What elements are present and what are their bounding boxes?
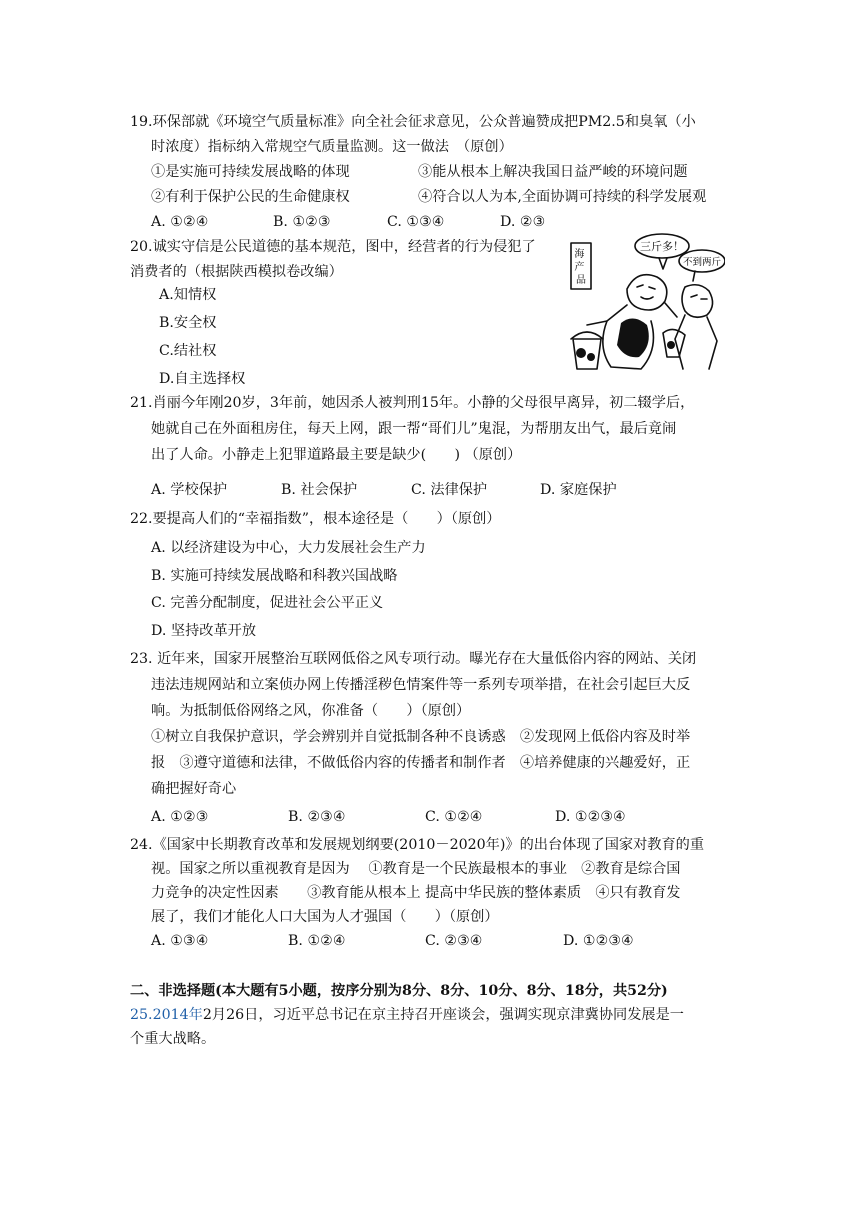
q21-option-b: B. 社会保护 — [281, 482, 358, 498]
section-2-heading: 二、非选择题(本大题有5小题，按序分别为8分、8分、10分、8分、18分，共52分) — [130, 983, 668, 999]
q19-stem-line-2: 时浓度）指标纳入常规空气质量监测。这一做法 （原创） — [151, 139, 513, 155]
q20-option-d: D.自主选择权 — [159, 371, 246, 387]
q24-option-a: A. ①③④ — [151, 933, 209, 949]
q23-option-d: D. ①②③④ — [555, 809, 626, 825]
q23-option-c: C. ①②④ — [425, 809, 483, 825]
q21-stem-line-2: 她就自己在外面租房住，每天上网，跟一帮“哥们儿”鬼混，为帮朋友出气，最后竟闹 — [151, 421, 677, 437]
cartoon-bubble-2-text: 不到两斤 — [682, 257, 722, 268]
cartoon-sign-text: 海 产 品 — [574, 249, 586, 286]
q19-statement-3: ③能从根本上解决我国日益严峻的环境问题 — [418, 164, 688, 180]
q24-stem-line-4: 展了，我们才能化人口大国为人才强国（ ）（原创） — [151, 909, 499, 925]
q23-option-b: B. ②③④ — [288, 809, 346, 825]
q22-option-d: D. 坚持改革开放 — [151, 623, 257, 639]
q20-stem-line-1: 20.诚实守信是公民道德的基本规范，图中，经营者的行为侵犯了 — [130, 239, 536, 255]
q19-statement-2: ②有利于保护公民的生命健康权 — [151, 189, 350, 205]
q19-option-a: A. ①②④ — [151, 214, 209, 230]
q21-stem-line-3: 出了人命。小静走上犯罪道路最主要是缺少( ) （原创） — [151, 447, 522, 463]
q22-option-c: C. 完善分配制度，促进社会公平正义 — [151, 595, 384, 611]
q23-statements-line-2: 报 ③遵守道德和法律，不做低俗内容的传播者和制作者 ④培养健康的兴趣爱好，正 — [151, 755, 691, 771]
q23-stem-line-3: 响。为抵制低俗网络之风，你准备（ ）（原创） — [151, 703, 471, 719]
q19-statement-4: ④符合以人为本,全面协调可持续的科学发展观 — [418, 189, 707, 205]
q22-option-b: B. 实施可持续发展战略和科教兴国战略 — [151, 568, 398, 584]
q23-statements-line-3: 确把握好奇心 — [151, 781, 237, 797]
q19-stem-line-1: 19.环保部就《环境空气质量标准》向全社会征求意见，公众普遍赞成把PM2.5和臭氧（小 — [130, 114, 696, 130]
q19-option-d: D. ②③ — [500, 214, 546, 230]
q24-option-b: B. ①②④ — [288, 933, 346, 949]
q21-stem-line-1: 21.肖丽今年刚20岁，3年前，她因杀人被判刑15年。小静的父母很早离异，初二辍学后， — [130, 395, 695, 411]
q21-option-d: D. 家庭保护 — [540, 482, 617, 498]
q19-statement-1: ①是实施可持续发展战略的体现 — [151, 164, 350, 180]
q22-option-a: A. 以经济建设为中心，大力发展社会生产力 — [151, 540, 426, 556]
q23-stem-line-2: 违法违规网站和立案侦办网上传播淫秽色情案件等一系列专项举措，在社会引起巨大反 — [151, 677, 691, 693]
q20-option-a: A.知情权 — [159, 287, 217, 303]
q22-stem: 22.要提高人们的“幸福指数”，根本途径是（ ）（原创） — [130, 511, 501, 527]
q24-option-c: C. ②③④ — [425, 933, 483, 949]
q25-stem-line-2: 个重大战略。 — [130, 1031, 216, 1047]
q20-option-c: C.结社权 — [159, 343, 217, 359]
q19-option-b: B. ①②③ — [273, 214, 331, 230]
q23-stem-line-1: 23. 近年来，国家开展整治互联网低俗之风专项行动。曝光存在大量低俗内容的网站、关闭 — [130, 651, 697, 667]
q24-stem-line-3: 力竞争的决定性因素 ③教育能从根本上 提高中华民族的整体素质 ④只有教育发 — [151, 885, 681, 901]
q20-cartoon-illustration — [567, 229, 725, 379]
q23-statements-line-1: ①树立自我保护意识，学会辨别并自觉抵制各种不良诱惑 ②发现网上低俗内容及时举 — [151, 729, 691, 745]
q20-stem-line-2: 消费者的（根据陕西模拟卷改编） — [130, 264, 343, 280]
q24-option-d: D. ①②③④ — [563, 933, 634, 949]
q21-option-a: A. 学校保护 — [151, 482, 228, 498]
cartoon-bubble-1-text: 三斤多！ — [640, 240, 684, 253]
q24-stem-line-1: 24.《国家中长期教育改革和发展规划纲要(2010－2020年)》的出台体现了国家对教育的重 — [130, 837, 705, 853]
q19-option-c: C. ①③④ — [387, 214, 445, 230]
q20-option-b: B.安全权 — [159, 315, 217, 331]
q25-stem-line-1 — [130, 1003, 684, 1029]
q24-stem-line-2: 视。国家之所以重视教育是因为 ①教育是一个民族最根本的事业 ②教育是综合国 — [151, 861, 681, 877]
q25-stem-text: 2月26日，习近平总书记在京主持召开座谈会，强调实现京津冀协同发展是一 — [202, 1007, 684, 1023]
q23-option-a: A. ①②③ — [151, 809, 209, 825]
q21-option-c: C. 法律保护 — [411, 482, 488, 498]
q25-year-prefix: 25.2014年 — [130, 1007, 203, 1023]
